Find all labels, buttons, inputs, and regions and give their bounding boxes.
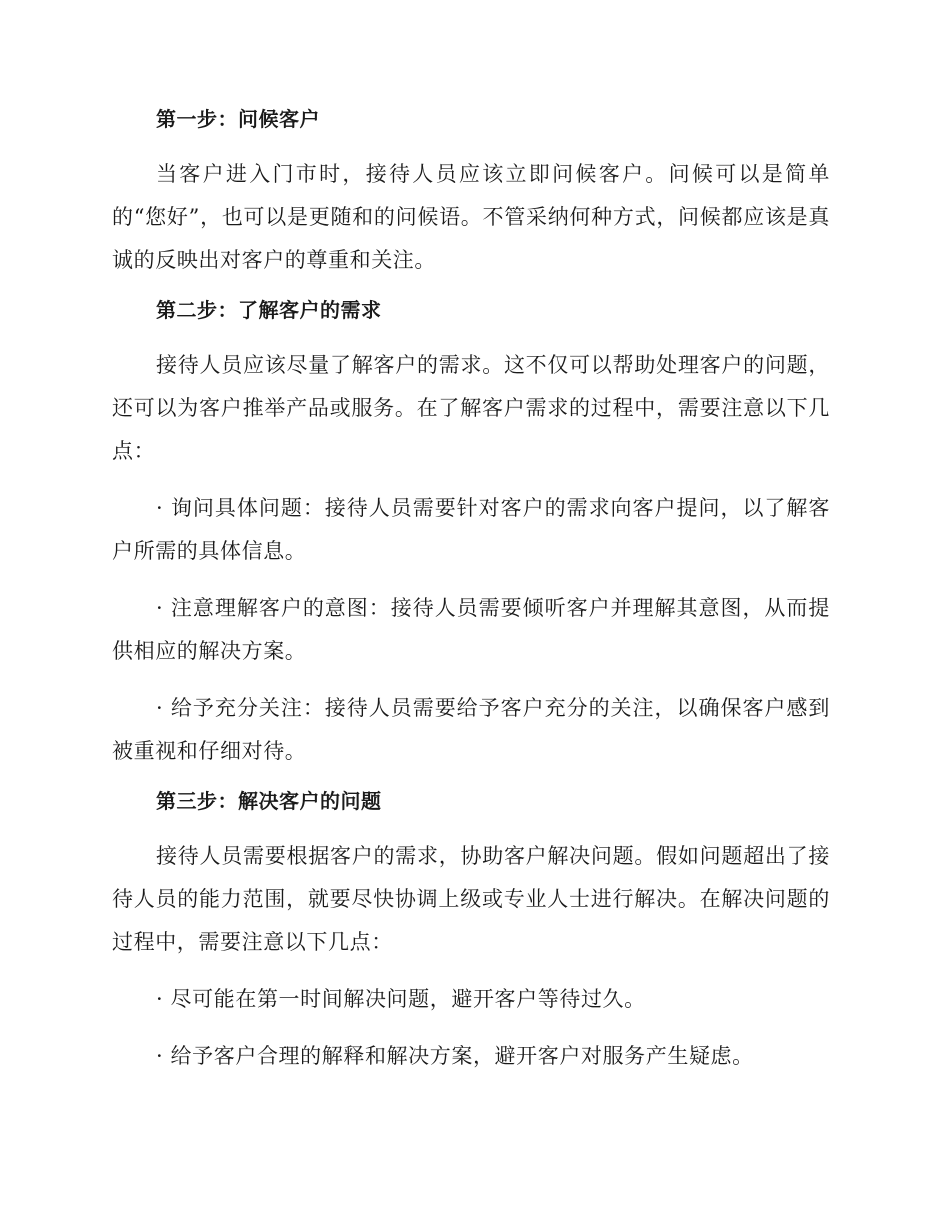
paragraph-needs: 接待人员应该尽量了解客户的需求。这不仅可以帮助处理客户的问题，还可以为客户推举产品或服务。在了解客户需求的过程中，需要注意以下几点： bbox=[112, 353, 830, 463]
document-page bbox=[112, 105, 830, 1088]
paragraph-solve: 接待人员需要根据客户的需求，协助客户解决问题。假如问题超出了接待人员的能力范围，就要尽快协调上级或专业人士进行解决。在解决问题的过程中，需要注意以下几点： bbox=[112, 844, 830, 954]
bullet-item: · 询问具体问题：接待人员需要针对客户的需求向客户提问，以了解客户所需的具体信息。 bbox=[112, 496, 830, 563]
bullet-item: · 注意理解客户的意图：接待人员需要倾听客户并理解其意图，从而提供相应的解决方案。 bbox=[112, 596, 830, 663]
section-heading-greet: 第一步：问候客户 bbox=[156, 107, 320, 131]
section-heading-needs: 第二步：了解客户的需求 bbox=[156, 298, 382, 322]
bullet-item: · 给予充分关注：接待人员需要给予客户充分的关注，以确保客户感到被重视和仔细对待。 bbox=[112, 696, 830, 763]
bullet-item: · 给予客户合理的解释和解决方案，避开客户对服务产生疑虑。 bbox=[156, 1044, 754, 1068]
bullet-item: · 尽可能在第一时间解决问题，避开客户等待过久。 bbox=[156, 987, 646, 1011]
section-heading-solve: 第三步：解决客户的问题 bbox=[156, 789, 382, 813]
paragraph-greet: 当客户进入门市时，接待人员应该立即问候客户。问候可以是简单的“您好”，也可以是更随和的问候语。不管采纳何种方式，问候都应该是真诚的反映出对客户的尊重和关注。 bbox=[112, 162, 830, 272]
